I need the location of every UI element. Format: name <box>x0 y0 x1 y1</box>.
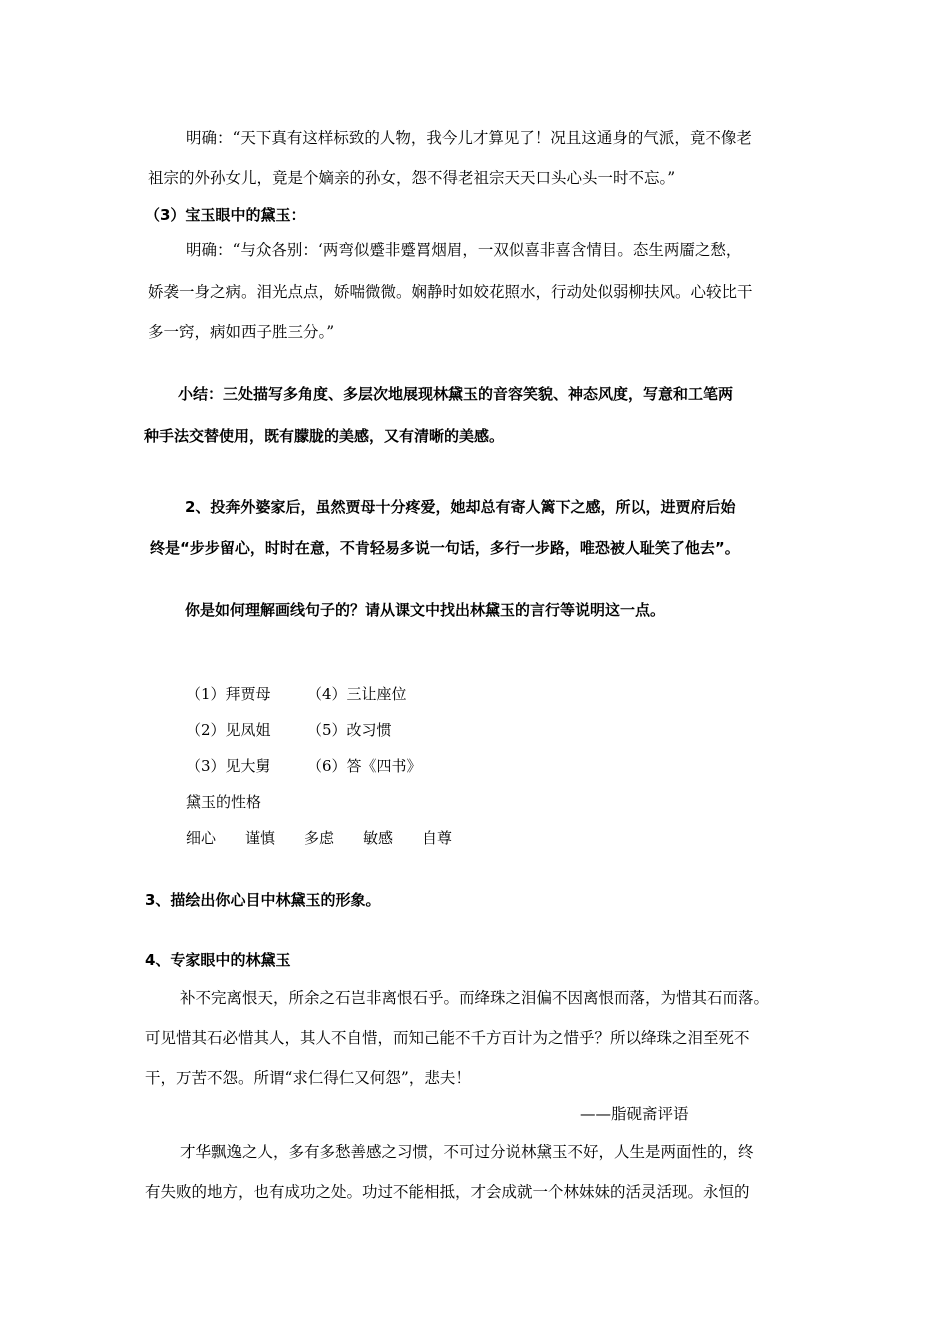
trait-item: 细心 <box>186 829 217 847</box>
mingque-2-line-3: 多一窍，病如西子胜三分。” <box>148 323 335 341</box>
heading-baoyu-view: （3）宝玉眼中的黛玉： <box>145 206 306 224</box>
question-3: 3、描绘出你心目中林黛玉的形象。 <box>145 891 381 909</box>
question-2-prompt: 你是如何理解画线句子的？请从课文中找出林黛玉的言行等说明这一点。 <box>185 601 666 619</box>
event-item: （6）答《四书》 <box>307 757 422 775</box>
trait-item: 多虑 <box>304 829 335 847</box>
commentary-line-1: 才华飘逸之人，多有多愁善感之习惯，不可过分说林黛玉不好，人生是两面性的，终 <box>180 1143 754 1161</box>
summary-line-1: 小结：三处描写多角度、多层次地展现林黛玉的音容笑貌、神态风度，写意和工笔两 <box>178 385 734 403</box>
mingque-2-line-2: 娇袭一身之病。泪光点点，娇喘微微。娴静时如姣花照水，行动处似弱柳扶风。心较比干 <box>148 283 753 301</box>
mingque-1-line-1: 明确：“天下真有这样标致的人物，我今儿才算见了！况且这通身的气派，竟不像老 <box>186 129 752 147</box>
trait-item: 谨慎 <box>245 829 276 847</box>
event-item: （4）三让座位 <box>307 685 407 703</box>
event-item: （1）拜贾母 <box>186 685 271 703</box>
quote-attribution: ——脂砚斋评语 <box>580 1105 689 1123</box>
mingque-1-line-2: 祖宗的外孙女儿，竟是个嫡亲的孙女，怨不得老祖宗天天口头心头一时不忘。” <box>148 169 676 187</box>
event-item: （3）见大舅 <box>186 757 271 775</box>
expert-quote-line-1: 补不完离恨天，所余之石岂非离恨石乎。而绛珠之泪偏不因离恨而落，为惜其石而落。 <box>180 989 770 1007</box>
commentary-line-2: 有失败的地方，也有成功之处。功过不能相抵，才会成就一个林妹妹的活灵活现。永恒的 <box>145 1183 750 1201</box>
event-item: （5）改习惯 <box>307 721 392 739</box>
personality-label: 黛玉的性格 <box>186 793 262 811</box>
trait-item: 敏感 <box>363 829 394 847</box>
event-item: （2）见凤姐 <box>186 721 271 739</box>
summary-line-2: 种手法交替使用，既有朦胧的美感，又有清晰的美感。 <box>144 427 505 445</box>
expert-quote-line-2: 可见惜其石必惜其人，其人不自惜，而知己能不千方百计为之惜乎？所以绛珠之泪至死不 <box>145 1029 750 1047</box>
mingque-2-line-1: 明确：“与众各别：‘两弯似蹙非蹙罥烟眉，一双似喜非喜含情目。态生两靥之愁， <box>186 241 742 259</box>
expert-quote-line-3: 干，万苦不怨。所谓“求仁得仁又何怨”，悲夫！ <box>145 1069 471 1087</box>
question-4-heading: 4、专家眼中的林黛玉 <box>145 951 291 969</box>
trait-item: 自尊 <box>422 829 453 847</box>
question-2-line-2: 终是“步步留心，时时在意，不肯轻易多说一句话，多行一步路，唯恐被人耻笑了他去”。 <box>150 539 740 557</box>
question-2-line-1: 2、投奔外婆家后，虽然贾母十分疼爱，她却总有寄人篱下之感，所以，进贾府后始 <box>185 498 736 516</box>
